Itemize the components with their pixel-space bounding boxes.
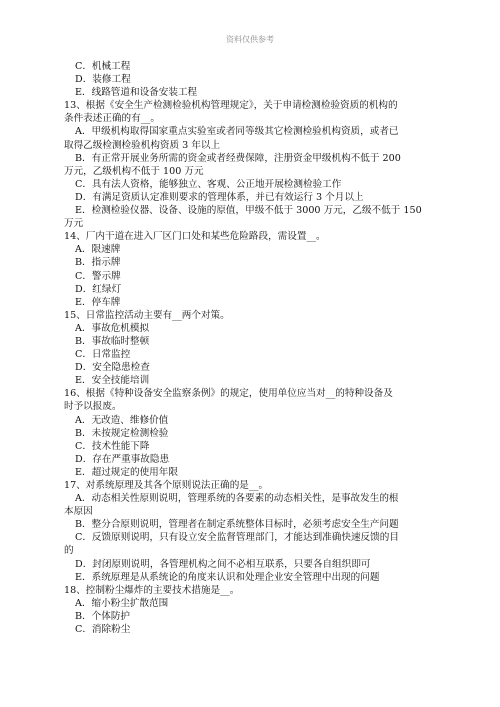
question-line: 17、对系统原理及其各个原则说法正确的是__。: [64, 480, 269, 491]
continuation-line: 本原因: [64, 506, 93, 518]
option-line: D．安全隐患检查: [75, 362, 150, 374]
option-line: E．超过规定的使用年限: [75, 466, 178, 478]
option-line: A．无改造、维修价值: [75, 414, 169, 426]
option-line: D．红绿灯: [75, 283, 122, 295]
option-line: B．整分合原则说明，管理者在制定系统整体目标时，必须考虑安全生产问题: [75, 519, 399, 531]
option-line: C．日常监控: [75, 349, 131, 361]
option-line: C．反馈原则说明，只有设立安全监督管理部门，才能达到准确快速反馈的目: [75, 532, 399, 544]
question-line: 13、根据《安全生产检测检验机构管理规定》，关于申请检测检验资质的机构的: [64, 100, 398, 112]
option-line: C．警示牌: [75, 270, 121, 282]
option-line: B．事故临时整顿: [75, 335, 150, 347]
continuation-line: 时予以报废。: [64, 401, 122, 413]
continuation-line: 的: [64, 545, 74, 557]
option-line: A．甲级机构取得国家重点实验室或者同等级其它检测检验机构资质，或者已: [75, 126, 399, 138]
option-line: A．缩小粉尘扩散范围: [75, 597, 169, 609]
option-line: D．封闭原则说明，各管理机构之间不必相互联系，只要各自组织即可: [75, 558, 371, 570]
option-line: C．机械工程: [75, 61, 131, 72]
option-line: E．线路管道和设备安装工程: [75, 87, 198, 99]
document-body: [64, 60, 438, 636]
continuation-line: 万元，乙级机构不低于 100 万元: [64, 165, 204, 177]
option-line: C．技术性能下降: [75, 440, 150, 452]
option-line: A．限速牌: [75, 244, 121, 256]
option-line: B．指示牌: [75, 257, 121, 269]
option-line: E．安全技能培训: [75, 375, 150, 387]
option-line: B．个体防护: [75, 610, 131, 622]
option-line: B．有正常开展业务所需的资金或者经费保障，注册资金甲级机构不低于 200: [75, 152, 401, 164]
option-line: D．有满足资质认定准则要求的管理体系，并已有效运行 3 个月以上: [75, 191, 364, 203]
question-line: 15、日常监控活动主要有__两个对策。: [64, 309, 230, 321]
continuation-line: 取得乙级检测检验机构资质 3 年以上: [64, 139, 221, 151]
question-line: 18、控制粉尘爆炸的主要技术措施是__。: [64, 584, 240, 596]
question-line: 16、根据《特种设备安全监察条例》的规定，使用单位应当对__的特种设备及: [64, 388, 393, 400]
option-line: E．检测检验仪器、设备、设施的原值，甲级不低于 3000 万元，乙级不低于 150: [75, 205, 422, 217]
option-line: D．存在严重事故隐患: [75, 453, 170, 465]
option-line: E．系统原理是从系统论的角度来认识和处理企业安全管理中出现的问题: [75, 571, 380, 583]
question-line: 14、厂内干道在进入厂区门口处和某些危险路段，需设置__。: [64, 231, 326, 243]
continuation-line: 条件表述正确的有__。: [64, 113, 160, 125]
option-line: C．具有法人资格，能够独立、客观、公正地开展检测检验工作: [75, 178, 342, 190]
option-line: B．未按规定检测检验: [75, 427, 169, 439]
option-line: A．事故危机模拟: [75, 322, 150, 334]
continuation-line: 万元: [64, 218, 84, 230]
page-header: 资料仅供参考: [226, 35, 274, 44]
option-line: D．装修工程: [75, 74, 131, 86]
option-line: C．消除粉尘: [75, 624, 131, 636]
option-line: E．停车牌: [75, 296, 121, 308]
option-line: A．动态相关性原则说明，管理系统的各要素的动态相关性，是事故发生的根: [75, 493, 399, 505]
